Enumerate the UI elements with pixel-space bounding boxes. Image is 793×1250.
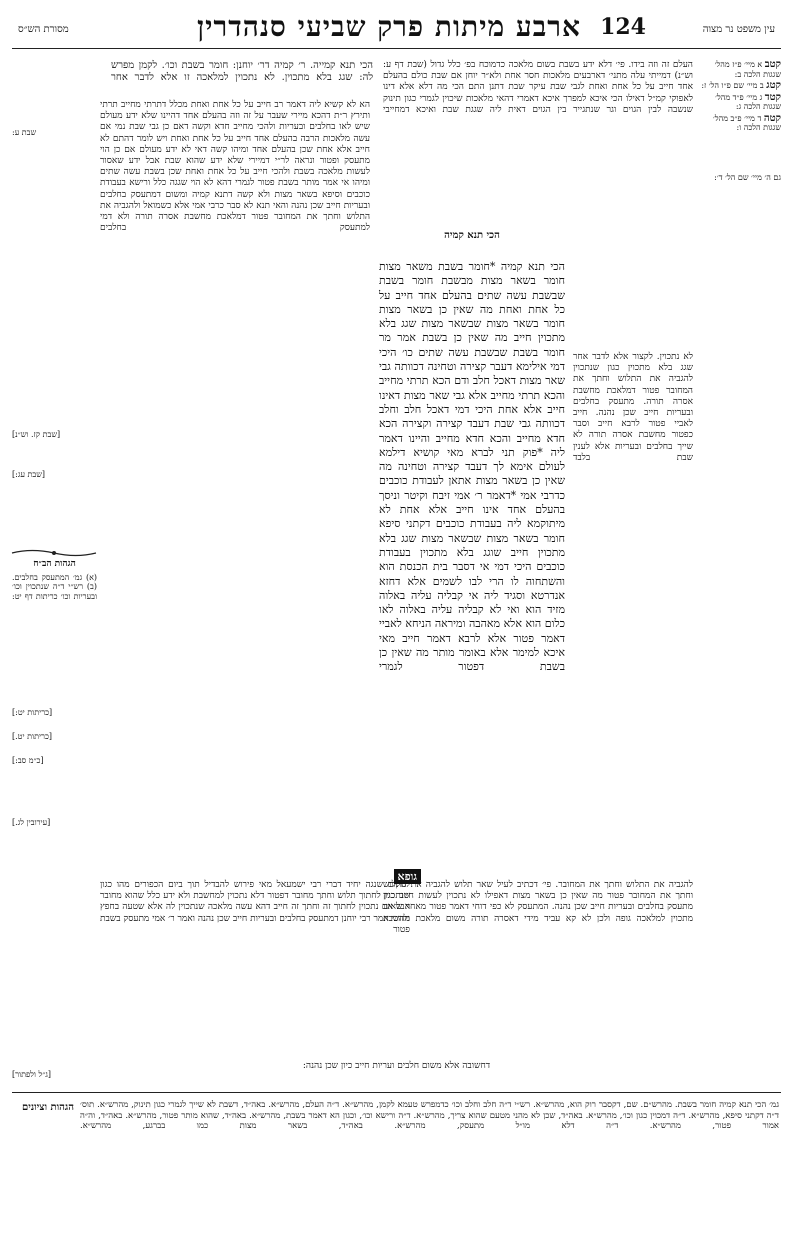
page-title: ארבע מיתות פרק שביעי סנהדרין <box>197 10 581 43</box>
closing-line: דחשובה אלא משום חלבים ועריות חייב כיון שכן נהנה: <box>302 1061 491 1071</box>
page-number: 124 <box>600 14 646 40</box>
rashi-commentary-top: העלם זה וזה בידו. פי׳ דלא ידע בשבת בשום מלאכה כדמוכח בפ׳ כלל גדול (שבת דף ע: וש״נ) דמייתי עלה מתני׳ דארבעים מלאכות חסר אחת ולא״ר יוחן אם שבת כולם בהעלם אחד חייב על כל אחת ואחת לגבי שבת עיקר שבת דתנן התם הכי מה דלא אלא דינו לאפוקי קמ״ל דאילו הכי איכא למפרך איכא דאמרי דהאי מלאכות שיכוין לגמרי כגון תינוק שנשבה לבין הגוים וגר שנתגייר בין הגוים דאית ליה שגגת שבת ואיכא דמחייבי <box>383 60 693 115</box>
gemara-main-text: הכי תנא קמיה *חומר בשבת משאר מצות חומר בשאר מצות מבשבת חומר בשבת שבשבת עשה שתים בהעלם אחד חייב על כל אחת ואחת מה שאין כן בשאר מצות חומר בשאר מצות שבשאר מצות שגג בלא מתכוין חייב מה שאין כן בשבת אמר מר חומר בשבת שבשבת עשה שתים כו׳ היכי דמי אילימא דעבר קצירה וטחינה דכוותה גבי שאר מצות דאכל חלב ודם הכא תרתי מחייב והכא תרתי מחייב אלא גבי שאר מצות דאינו חייב אלא אחת היכי דמי דאכל חלב וחלב דכוותה גבי שבת דעבד קצירה וקצירה הכא חדא מחייב והכא חדא מחייב והיינו דאמר ליה *פוק תני לברא מאי קושיא דילמא לעולם אימא לך דעבד קצירה וטחינה מה שאין כן בשאר מצות אתאן לעבודת כוכבים כדרבי אמי *דאמר ר׳ אמי זיבח וקיטר וניסך בהעלם אחד אינו חייב אלא אחת לא מיתוקמא ליה בעבודת כוכבים דקתני סיפא חומר בשאר מצות שבשאר מצות שגג בלא מתכוין חייב שוגג בלא מתכוין בעבודת כוכבים היכי דמי אי דסבר בית הכנסת הוא והשתחוה לו הרי לבו לשמים אלא דחזא אנדרטא וסגיד ליה אי קבליה עליה באלוה מזיד הוא ואי לא קבליה עליה באלוה לאו כלום הוא אלא מאהבה ומיראה הניחא לאביי דאמר פטור אלא לרבא דאמר חייב מאי איכא למימר אלא באומר מותר מה שאין כן בשבת דפטור לגמרי <box>379 260 565 674</box>
gemara-top-text: הכי תנא קמייה. ר׳ קמיה דר׳ יוחנן: חומר בשבת וכו׳. לקמן מפרש לה: שגג בלא מתכוין. לא נתכוין למלאכה זו אלא לדבר אחר <box>111 60 373 83</box>
hagahot-vetziyunim: גמ׳ הכי תנא קמיה חומר בשבת. מהרש״ם. שם, דקסבר רוק הוא, מהרש״א. רש״י ד״ה חלב וחלב וכו׳ כדמפרש טעמא לקמן, מהרש״א. ד״ה העלם, מהרש״א. באה״ד, דשבת לא שייך לגמרי כגון תינוק, מהרש״א. תוס׳ ד״ה דקתני סיפא, מהרש״א. ד״ה דמכוין כגון וכו׳, מהרש״א. באה״ד, שכן לא מהני מטעם שהוא צריך, מהרש״א. ד״ה ורישא וכו׳, וכגון הא דאמר בשבת, מהרש״א. באה״ד, שהוא מותר פטור, מהרש״א. באה״ד, וה״ה אמור פטור, מהרש״א. ד״ה דלא מו״ל מתעסק, מהרש״א. באה״ד, בשאר מצות כמו בברגע, מהרש״א. <box>80 1100 779 1131</box>
gufa-label: גופא <box>394 869 422 884</box>
masoret-ref: [ג״ל ולפתור] <box>12 1070 52 1079</box>
masoret-ref: [כריתות יט.] <box>12 732 52 741</box>
ein-mishpat-entry: קטד ג מיי׳ פ״ד מהל׳ שגגות הלכה ג: <box>715 91 781 111</box>
footer-divider <box>12 1092 781 1093</box>
ein-mishpat-entry: גם ה׳ מיי׳ שם הל׳ ד׳: <box>714 172 781 182</box>
ein-mishpat-column <box>696 60 781 210</box>
masoret-ref: [שבת קז. וש״נ] <box>12 430 61 439</box>
hagahot-text: (א) גמ׳ המתעסק בחלבים. (ב) רש״י ד״ה שנתכוין וכו׳ ובעריות וכו׳ כריתות דף יט: <box>12 572 97 601</box>
masoret-ref: [עירובין לג.] <box>12 818 51 827</box>
ein-mishpat-entry: קטה ד מיי׳ פ״ב מהל׳ שגגות הלכה ו: <box>713 112 781 132</box>
tosafot-commentary-lower: למקום שנגה יחיד דברי רבי ישמעאל מאי פירוש להבדיל תוך ביום הכפורים מהו כגון שנתכוין לחתוך תלוש וחתך מחובר דפטור דלא נתכוין למחשבת ולא ידע כלל שהוא מחובר אבל אם נתכוין לחתוך זה וחתך זה חייב דהא עשה מלאכה שנתכוין לה אלא שטעה בחפץ ולהכי אמר רבי יוחנן דמתעסק בחלבים ובעריות חייב שכן נהנה ואמר ר׳ אמי מתעסק בשבת פטור <box>100 880 410 935</box>
masoret-ref: [כריתות יט:] <box>12 708 53 717</box>
gemara-heading: הכי תנא קמיה <box>444 230 500 241</box>
ein-mishpat-entry: קטב א מיי׳ פ״ז מהל׳ שגגות הלכה ב: <box>714 59 781 79</box>
ein-mishpat-entry: קטג ב מיי׳ שם פ״ו הל׳ ז: <box>701 80 781 91</box>
masoret-ref: [שבת עג:] <box>12 470 46 479</box>
page-header <box>12 8 781 49</box>
rashi-commentary-bottom: לא נתכוין. לקצור אלא לדבר אחר שגג בלא מתכוין כגון שנתכוין להגביה את התלוש וחתך את המחובר פטור דמלאכת מחשבת אסרה תורה. מתעסק בחלבים ובעריות חייב שכן נהנה. חייב לאביי פטור לרבא חייב וסבר כפטור מחשבת אסרה תורה לא שייך בחלבים ובעריות אלא לענין שבת בלבד <box>573 352 693 463</box>
ornament-divider-icon <box>10 548 98 558</box>
ein-mishpat-label: עין משפט נר מצוה <box>702 24 775 35</box>
masoret-label: מסורת הש״ס <box>18 24 69 35</box>
hagahot-title: הגהות הב״ח <box>33 559 76 569</box>
footer-label: הגהות וציונים <box>21 1102 74 1113</box>
tosafot-commentary: הא לא קשיא ליה דאמר רב חייב על כל אחת ואחת מכלל דתרתי מחייב תרתי ותירץ ר״ת דהכא מיירי שעבר על זה וזה בהעלם אחד דהיינו שלא ידע מעולם שיש לאו בחלבים ובעריות ולהכי מחייב חדא וקשה דאם כן גבי שבת נמי אם עשה מלאכות הרבה בהעלם אחד חייב על כל אחת ואחת ויש לומר דהתם לא חייב אלא אחת שכן בהעלם אחד ומיהו קשה דאי לא ידע מעולם אם כן הוי מתעסק ופטור ונראה לר״י דמיירי שלא ידע שהוא שבת אבל ידע שאסור לעשות מלאכה בשבת ולהכי חייב על כל אחת ואחת שכן בשבת עשה שתים ומיהו אי אמר מותר בשבת פטור לגמרי דהא לא הוי שגגה כלל ורישא בעבודת כוכבים וסיפא בשאר מצות ולא קשה דתנא קמיה ומשום דמתעסק בחלבים ובעריות חייב שכן נהנה והאי תנא לא סבר כרבי אמי אלא כשמואל ולהגביה את התלוש וחתך את המחובר פטור דמלאכת מחשבת אסרה תורה ולא דמי למתעסק בחלבים <box>100 100 370 234</box>
masoret-ref: שבת ע: <box>12 128 37 137</box>
hagahot-habach <box>12 560 97 760</box>
masoret-ref: [כ״מ סב:] <box>12 756 44 765</box>
rashi-commentary-lower: להגביה את התלוש וחתך את המחובר. פי׳ דכתיב לעיל שאר תלוש להגביה את התלוש וחתך את המחובר פטור מה שאין כן בשאר מצות דאפילו לא נתכוין לעשות חייב כגון מתעסק בחלבים ובעריות חייב שכן נהנה. המתעסק לא כפי דוחי דאמר פטור מאחר שאינו מתכוין למלאכה גופה ולכן לא קא עביד מידי דאסרה תורה משום מלאכת מחשבת <box>383 880 693 924</box>
